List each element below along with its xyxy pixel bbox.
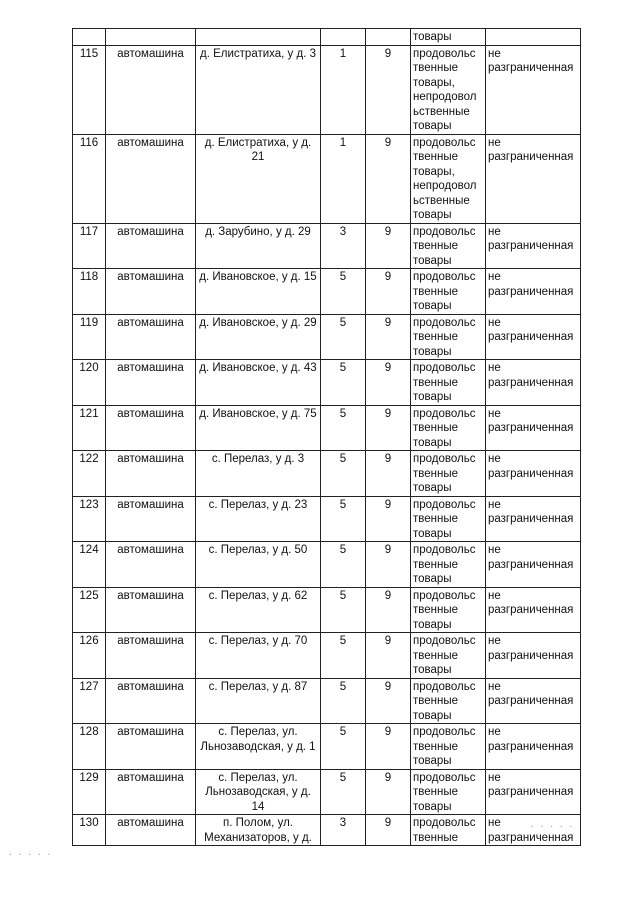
cell-transport: автомашина <box>106 269 196 315</box>
cell-land-status: не разграниченная <box>486 496 581 542</box>
cell-address: с. Перелаз, ул. Льнозаводская, у д. 14 <box>196 769 321 815</box>
cell-number: 126 <box>73 633 106 679</box>
cell-transport: автомашина <box>106 451 196 497</box>
table-row-continued <box>73 29 581 46</box>
cell-transport: автомашина <box>106 678 196 724</box>
cell-number: 115 <box>73 45 106 134</box>
cell-transport: автомашина <box>106 724 196 770</box>
table-row <box>73 451 581 497</box>
cell-land-status: не разграниченная <box>486 587 581 633</box>
cell-land-status: не разграниченная <box>486 451 581 497</box>
cell-address: д. Ивановское, у д. 75 <box>196 405 321 451</box>
cell-area: 5 <box>321 496 366 542</box>
table-row <box>73 360 581 406</box>
cell-goods: продовольс твенные товары <box>411 496 486 542</box>
cell-transport: автомашина <box>106 134 196 223</box>
cell-land-status: не разграниченная <box>486 223 581 269</box>
table-row <box>73 678 581 724</box>
cell-goods: продовольс твенные товары <box>411 769 486 815</box>
cell-months: 9 <box>366 134 411 223</box>
cell-goods: продовольс твенные товары <box>411 360 486 406</box>
table-row <box>73 815 581 846</box>
cell-empty <box>196 29 321 46</box>
cell-address: с. Перелаз, ул. Льнозаводская, у д. 1 <box>196 724 321 770</box>
table-row <box>73 633 581 679</box>
cell-transport: автомашина <box>106 496 196 542</box>
cell-months: 9 <box>366 269 411 315</box>
cell-area: 5 <box>321 633 366 679</box>
cell-goods: продовольс твенные товары <box>411 314 486 360</box>
cell-transport: автомашина <box>106 769 196 815</box>
cell-area: 3 <box>321 223 366 269</box>
cell-empty <box>366 29 411 46</box>
cell-area: 3 <box>321 815 366 846</box>
cell-area: 5 <box>321 269 366 315</box>
cell-transport: автомашина <box>106 587 196 633</box>
scan-mark-left: . . . . . <box>8 848 52 857</box>
cell-address: с. Перелаз, у д. 23 <box>196 496 321 542</box>
cell-land-status: не разграниченная <box>486 815 581 846</box>
cell-address: с. Перелаз, у д. 50 <box>196 542 321 588</box>
cell-number: 124 <box>73 542 106 588</box>
cell-goods: продовольс твенные товары <box>411 269 486 315</box>
cell-area: 5 <box>321 587 366 633</box>
cell-area: 1 <box>321 45 366 134</box>
kiosk-placement-table <box>72 28 581 846</box>
cell-number: 119 <box>73 314 106 360</box>
cell-area: 5 <box>321 451 366 497</box>
cell-empty <box>106 29 196 46</box>
cell-months: 9 <box>366 542 411 588</box>
table-row <box>73 223 581 269</box>
cell-empty <box>321 29 366 46</box>
cell-goods: продовольс твенные <box>411 815 486 846</box>
table-row <box>73 134 581 223</box>
cell-area: 1 <box>321 134 366 223</box>
cell-address: д. Зарубино, у д. 29 <box>196 223 321 269</box>
cell-address: д. Ивановское, у д. 29 <box>196 314 321 360</box>
cell-months: 9 <box>366 314 411 360</box>
cell-transport: автомашина <box>106 405 196 451</box>
cell-goods: продовольс твенные товары <box>411 678 486 724</box>
cell-area: 5 <box>321 360 366 406</box>
cell-land-status: не разграниченная <box>486 724 581 770</box>
cell-address: с. Перелаз, у д. 3 <box>196 451 321 497</box>
cell-months: 9 <box>366 633 411 679</box>
cell-area: 5 <box>321 405 366 451</box>
cell-months: 9 <box>366 815 411 846</box>
cell-number: 116 <box>73 134 106 223</box>
cell-area: 5 <box>321 769 366 815</box>
cell-empty <box>73 29 106 46</box>
cell-land-status: не разграниченная <box>486 678 581 724</box>
cell-transport: автомашина <box>106 45 196 134</box>
cell-address: д. Елистратиха, у д. 21 <box>196 134 321 223</box>
cell-goods: продовольс твенные товары <box>411 587 486 633</box>
cell-address: с. Перелаз, у д. 70 <box>196 633 321 679</box>
cell-address: с. Перелаз, у д. 87 <box>196 678 321 724</box>
cell-months: 9 <box>366 360 411 406</box>
table-row <box>73 269 581 315</box>
cell-land-status: не разграниченная <box>486 45 581 134</box>
table-row <box>73 45 581 134</box>
cell-months: 9 <box>366 769 411 815</box>
cell-land-status: не разграниченная <box>486 542 581 588</box>
table-row <box>73 496 581 542</box>
cell-number: 120 <box>73 360 106 406</box>
cell-transport: автомашина <box>106 223 196 269</box>
cell-land-status: не разграниченная <box>486 405 581 451</box>
table-row <box>73 542 581 588</box>
cell-transport: автомашина <box>106 815 196 846</box>
table-row <box>73 724 581 770</box>
scan-mark-right: . . . . . <box>530 820 574 829</box>
cell-address: д. Ивановское, у д. 43 <box>196 360 321 406</box>
table-row <box>73 769 581 815</box>
cell-number: 118 <box>73 269 106 315</box>
cell-land-status: не разграниченная <box>486 269 581 315</box>
cell-goods: продовольс твенные товары <box>411 223 486 269</box>
cell-land-status: не разграниченная <box>486 314 581 360</box>
cell-goods: продовольс твенные товары <box>411 542 486 588</box>
cell-goods: продовольс твенные товары <box>411 633 486 679</box>
cell-number: 127 <box>73 678 106 724</box>
cell-goods: продовольс твенные товары <box>411 724 486 770</box>
cell-number: 128 <box>73 724 106 770</box>
cell-number: 121 <box>73 405 106 451</box>
cell-address: с. Перелаз, у д. 62 <box>196 587 321 633</box>
cell-number: 117 <box>73 223 106 269</box>
table-row <box>73 405 581 451</box>
cell-area: 5 <box>321 724 366 770</box>
cell-number: 130 <box>73 815 106 846</box>
cell-number: 123 <box>73 496 106 542</box>
cell-goods: продовольс твенные товары <box>411 451 486 497</box>
cell-months: 9 <box>366 587 411 633</box>
cell-area: 5 <box>321 678 366 724</box>
cell-transport: автомашина <box>106 542 196 588</box>
cell-months: 9 <box>366 405 411 451</box>
cell-number: 122 <box>73 451 106 497</box>
table-row <box>73 587 581 633</box>
cell-goods: продовольс твенные товары <box>411 405 486 451</box>
cell-area: 5 <box>321 542 366 588</box>
cell-goods: продовольс твенные товары, непродовол ьственные товары <box>411 134 486 223</box>
cell-months: 9 <box>366 223 411 269</box>
cell-months: 9 <box>366 678 411 724</box>
cell-empty <box>486 29 581 46</box>
cell-number: 125 <box>73 587 106 633</box>
cell-land-status: не разграниченная <box>486 134 581 223</box>
table-row <box>73 314 581 360</box>
cell-months: 9 <box>366 451 411 497</box>
cell-transport: автомашина <box>106 314 196 360</box>
cell-months: 9 <box>366 45 411 134</box>
cell-land-status: не разграниченная <box>486 633 581 679</box>
cell-land-status: не разграниченная <box>486 360 581 406</box>
cell-address: д. Елистратиха, у д. 3 <box>196 45 321 134</box>
cell-address: п. Полом, ул. Механизаторов, у д. <box>196 815 321 846</box>
cell-transport: автомашина <box>106 633 196 679</box>
cell-transport: автомашина <box>106 360 196 406</box>
cell-months: 9 <box>366 496 411 542</box>
cell-months: 9 <box>366 724 411 770</box>
cell-goods-fragment: товары <box>411 29 486 46</box>
cell-area: 5 <box>321 314 366 360</box>
cell-address: д. Ивановское, у д. 15 <box>196 269 321 315</box>
cell-goods: продовольс твенные товары, непродовол ьственные товары <box>411 45 486 134</box>
cell-number: 129 <box>73 769 106 815</box>
cell-land-status: не разграниченная <box>486 769 581 815</box>
